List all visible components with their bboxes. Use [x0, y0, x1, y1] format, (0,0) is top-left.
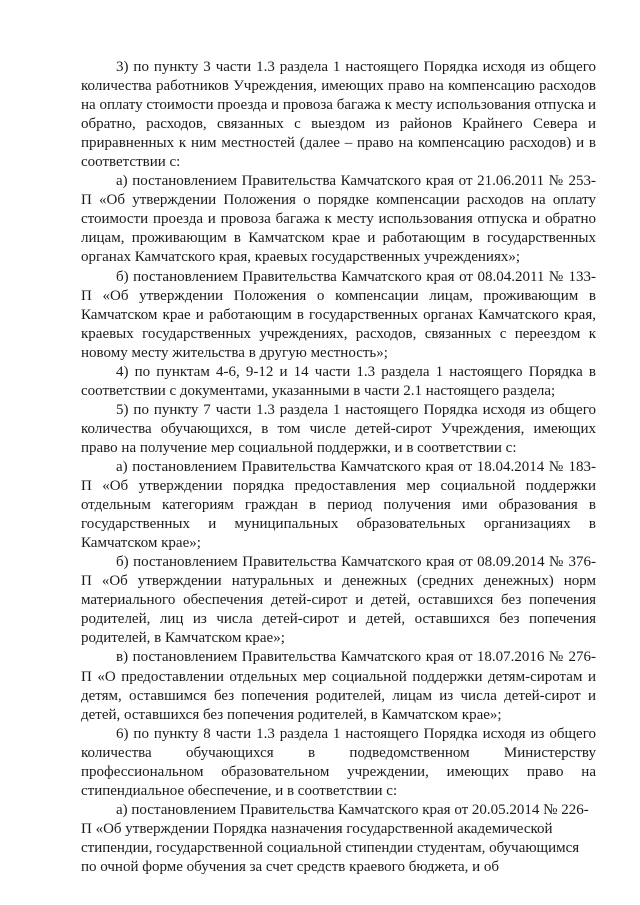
- paragraph-subitem-6a: а) постановлением Правительства Камчатского края от 20.05.2014 № 226-П «Об утверждении Порядка назначения государственной академической стипендии, государственной социальной стипендии студентам, обучающимся по очной форме обучения за счет средств краевого бюджета, и об: [81, 801, 589, 875]
- paragraph-item-4: 4) по пунктам 4-6, 9-12 и 14 части 1.3 раздела 1 настоящего Порядка в соответствии с документами, указанными в части 2.1 настоящего раздела;: [81, 363, 596, 399]
- paragraph-item-3: 3) по пункту 3 части 1.3 раздела 1 настоящего Порядка исходя из общего количества работников Учреждения, имеющих право на компенсацию расходов на оплату стоимости проезда и провоза багажа к месту использования отпуска и обратно, расходов, связанных с выездом из районов Крайнего Севера и приравненных к ним местностей (далее – право на компенсацию расходов) и в соответствии с:: [81, 59, 596, 171]
- paragraph-subitem-5v: в) постановлением Правительства Камчатского края от 18.07.2016 № 276-П «О предоставлении отдельных мер социальной поддержки детям-сиротам и детям, оставшимся без попечения родителей, лицам из числа детей-сирот и детей, оставшихся без попечения родителей, в Камчатском крае»;: [81, 649, 596, 723]
- paragraph-subitem-5a: а) постановлением Правительства Камчатского края от 18.04.2014 № 183-П «Об утверждении порядка предоставления мер социальной поддержки отдельным категориям граждан в период получения ими образования в государственных и муниципальных образовательных организациях в Камчатском крае»;: [81, 458, 596, 552]
- paragraph-item-5: 5) по пункту 7 части 1.3 раздела 1 настоящего Порядка исходя из общего количества обучающихся, в том числе детей-сирот Учреждения, имеющих право на получение мер социальной поддержки, и в соответствии с:: [81, 401, 596, 456]
- paragraph-subitem-3b: б) постановлением Правительства Камчатского края от 08.04.2011 № 133-П «Об утверждении Положения о компенсации лицам, проживающим в Камчатском крае и работающим в государственных органах Камчатского края, краевых государственных учреждениях, расходов, связанных с переездом к новому месту жительства в другую местность»;: [81, 268, 596, 361]
- paragraph-item-6: 6) по пункту 8 части 1.3 раздела 1 настоящего Порядка исходя из общего количества обучающихся в подведомственном Министерству профессиональном образовательном учреждении, имеющих право на стипендиальное обеспечение, и в соответствии с:: [81, 725, 596, 799]
- document-page: [81, 58, 596, 877]
- paragraph-subitem-5b: б) постановлением Правительства Камчатского края от 08.09.2014 № 376-П «Об утверждении натуральных и денежных (средних денежных) норм материального обеспечения детей-сирот и детей, оставшихся без попечения родителей, лиц из числа детей-сирот и детей, оставшихся без попечения родителей, в Камчатском крае»;: [81, 554, 596, 647]
- paragraph-subitem-3a: а) постановлением Правительства Камчатского края от 21.06.2011 № 253-П «Об утверждении Положения о порядке компенсации расходов на оплату стоимости проезда и провоза багажа к месту использования отпуска и обратно лицам, проживающим в Камчатском крае и работающим в государственных органах Камчатского края, краевых государственных учреждениях»;: [81, 173, 596, 266]
